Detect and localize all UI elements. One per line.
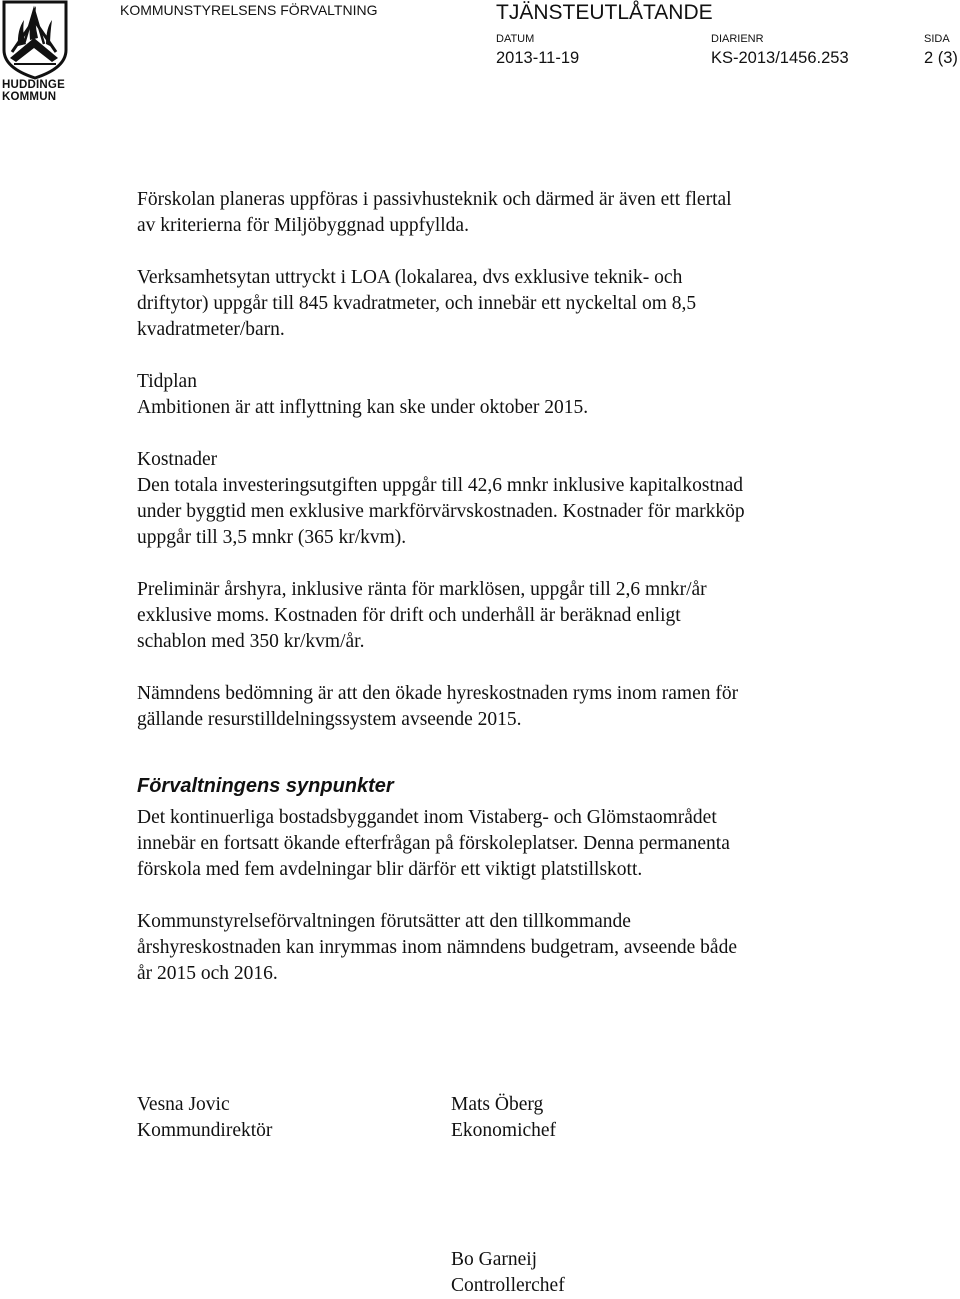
section-heading: Förvaltningens synpunkter xyxy=(137,775,394,797)
org-name: KOMMUNSTYRELSENS FÖRVALTNING xyxy=(120,2,378,18)
subheading-tidplan: Tidplan xyxy=(137,371,197,392)
signature-block-3 xyxy=(451,1247,565,1299)
text-line: under byggtid men exklusive markförvärvskostnaden. Kostnader för markköp xyxy=(137,501,745,522)
text-line: Preliminär årshyra, inklusive ränta för marklösen, uppgår till 2,6 mnkr/år xyxy=(137,579,707,600)
text-line: Kommunstyrelseförvaltningen förutsätter att den tillkommande xyxy=(137,911,631,932)
text-line: kvadratmeter/barn. xyxy=(137,319,285,340)
paragraph-verksamhetsyta xyxy=(137,265,837,343)
text-line: förskola med fem avdelningar blir därför ett viktigt platstillskott. xyxy=(137,859,643,880)
document-type: TJÄNSTEUTLÅTANDE xyxy=(496,1,713,24)
paragraph-namndens-bedomning xyxy=(137,681,837,733)
text-line: Den totala investeringsutgiften uppgår till 42,6 mnkr inklusive kapitalkostnad xyxy=(137,475,744,496)
text-line: årshyreskostnaden kan inrymmas inom nämndens budgetram, avseende både xyxy=(137,937,737,958)
logo-text-line2: KOMMUN xyxy=(2,91,57,103)
signature-block-1 xyxy=(137,1092,272,1144)
logo-text-line1: HUDDINGE xyxy=(2,79,65,91)
text-line: Nämndens bedömning är att den ökade hyreskostnaden ryms inom ramen för xyxy=(137,683,739,704)
signer-name: Vesna Jovic xyxy=(137,1094,230,1115)
diarienr-value: KS-2013/1456.253 xyxy=(711,49,849,67)
text-line: exklusive moms. Kostnaden för drift och underhåll är beräknad enligt xyxy=(137,605,681,626)
subheading-kostnader: Kostnader xyxy=(137,449,218,470)
diarienr-label: DIARIENR xyxy=(711,33,764,45)
signer-title: Ekonomichef xyxy=(451,1120,557,1141)
page-number: 2 (3) xyxy=(924,49,958,67)
text-line: Ambitionen är att inflyttning kan ske under oktober 2015. xyxy=(137,397,589,418)
paragraph-forutsattning xyxy=(137,909,837,987)
text-line: Det kontinuerliga bostadsbyggandet inom Vistaberg- och Glömstaområdet xyxy=(137,807,717,828)
date-label: DATUM xyxy=(496,33,535,45)
text-line: Förskolan planeras uppföras i passivhusteknik och därmed är även ett flertal xyxy=(137,189,732,210)
text-line: Verksamhetsytan uttryckt i LOA (lokalarea, dvs exklusive teknik- och xyxy=(137,267,683,288)
paragraph-bostadsbyggande xyxy=(137,805,837,883)
text-line: av kriterierna för Miljöbyggnad uppfyllda. xyxy=(137,215,469,236)
text-line: gällande resurstilldelningssystem avseende 2015. xyxy=(137,709,522,730)
text-line: innebär en fortsatt ökande efterfrågan på förskoleplatser. Denna permanenta xyxy=(137,833,730,854)
signer-name: Mats Öberg xyxy=(451,1094,544,1115)
page-label: SIDA xyxy=(924,33,950,45)
text-line: schablon med 350 kr/kvm/år. xyxy=(137,631,365,652)
signer-title: Controllerchef xyxy=(451,1275,565,1296)
paragraph-tidplan xyxy=(137,369,837,421)
paragraph-kostnader xyxy=(137,447,837,551)
document-body xyxy=(137,187,837,987)
signature-block-2 xyxy=(451,1092,556,1144)
paragraph-passivhus xyxy=(137,187,837,239)
paragraph-arshyra xyxy=(137,577,837,655)
date-value: 2013-11-19 xyxy=(496,49,580,67)
logo-wordmark xyxy=(2,79,74,103)
text-line: driftytor) uppgår till 845 kvadratmeter, och innebär ett nyckeltal om 8,5 xyxy=(137,293,697,314)
signer-title: Kommundirektör xyxy=(137,1120,273,1141)
text-line: uppgår till 3,5 mnkr (365 kr/kvm). xyxy=(137,527,407,548)
signer-name: Bo Garneij xyxy=(451,1249,538,1270)
text-line: år 2015 och 2016. xyxy=(137,963,278,984)
